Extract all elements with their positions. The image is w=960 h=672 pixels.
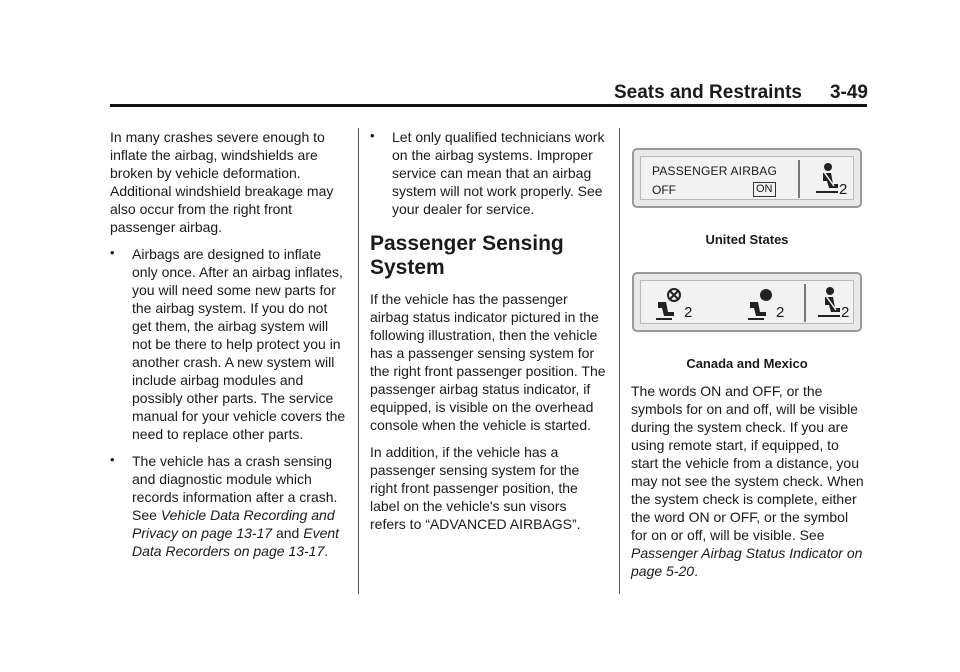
panel-divider xyxy=(798,160,800,198)
system-check-text: The words ON and OFF, or the symbols for on and off, will be visible during the system check. If you are using remote start, if equipped, to start the vehicle from a distance, you may not see the system check. When the system check is complete, either the word ON or OFF, or the symbol for on or off, will be visible. See xyxy=(631,383,864,543)
panel-divider xyxy=(804,284,806,322)
caption-canada-mexico: Canada and Mexico xyxy=(686,356,808,371)
indicator-panel-canada-mexico xyxy=(632,272,862,332)
column-1 xyxy=(110,128,346,569)
page-header xyxy=(614,82,868,104)
bullet-crash-sensing-module xyxy=(110,452,346,560)
system-check-text-end: . xyxy=(694,563,698,579)
header-rule xyxy=(110,104,867,107)
column-2 xyxy=(370,128,606,542)
sensing-paragraph-1: If the vehicle has the passenger airbag status indicator pictured in the following illustration, then the vehicle has a passenger sensing system for the right front passenger position. The passenger airbag status indicator, if equipped, is visible on the overhead console when the vehicle is started. xyxy=(370,291,606,433)
link-vehicle-data-recording[interactable]: Vehicle Data Recording and Privacy on page 13-17 xyxy=(132,507,335,541)
link-passenger-airbag-status-indicator[interactable]: Passenger Airbag Status Indicator on page 5-20 xyxy=(631,545,863,579)
seat-position-number: 2 xyxy=(776,304,785,321)
airbag-off-symbol-icon xyxy=(652,286,688,322)
passenger-airbag-label: PASSENGER AIRBAG xyxy=(652,164,778,178)
indicator-panel-united-states xyxy=(632,148,862,208)
bullet-icon: • xyxy=(110,452,115,467)
column-divider-1 xyxy=(358,128,359,594)
sensing-paragraph-2: In addition, if the vehicle has a passenger sensing system for the right front passenger position, the label on the vehicle's sun visors refers to “ADVANCED AIRBAGS”. xyxy=(370,444,581,532)
bullet-airbags-inflate-once xyxy=(110,245,346,443)
on-indicator: ON xyxy=(753,182,776,197)
column-divider-2 xyxy=(619,128,620,594)
system-check-paragraph xyxy=(631,382,867,580)
bullet-text: Airbags are designed to inflate only once. After an airbag inflates, you will need some new parts for the airbag system. If you do not get them, the airbag system will not be there to help protect you in another crash. A new system will include airbag modules and possibly other parts. The service manual for your vehicle covers the need to replace other parts. xyxy=(132,246,346,442)
seat-position-number: 2 xyxy=(839,181,848,198)
bullet-icon: • xyxy=(110,245,115,260)
airbag-on-symbol-icon xyxy=(744,286,780,322)
section-heading: Passenger Sensing System xyxy=(370,232,564,279)
section-title: Seats and Restraints xyxy=(614,82,802,103)
intro-paragraph: In many crashes severe enough to inflate the airbag, windshields are broken by vehicle deformation. Additional windshield breakage may also occur from the right front passenger airbag. xyxy=(110,129,334,235)
caption-united-states: United States xyxy=(705,232,789,247)
bullet-text-and: and xyxy=(272,525,304,541)
page-number: 3-49 xyxy=(829,82,868,103)
seatbelt-seat-icon xyxy=(814,162,840,196)
off-label: OFF xyxy=(652,183,676,197)
bullet-qualified-technicians xyxy=(370,128,606,218)
seat-position-number: 2 xyxy=(841,304,850,321)
bullet-text: The vehicle has a crash sensing and diagnostic module which records information after a crash. See xyxy=(132,453,338,523)
bullet-text-end: . xyxy=(324,543,329,559)
seat-position-number: 2 xyxy=(684,304,693,321)
bullet-text: Let only qualified technicians work on the airbag systems. Improper service can mean that an airbag system will not work properly. See your dealer for service. xyxy=(392,129,605,217)
column-3-text xyxy=(631,382,867,589)
link-event-data-recorders[interactable]: Event Data Recorders on page 13-17 xyxy=(132,525,340,559)
bullet-icon: • xyxy=(370,128,375,143)
seatbelt-seat-icon xyxy=(816,286,842,320)
